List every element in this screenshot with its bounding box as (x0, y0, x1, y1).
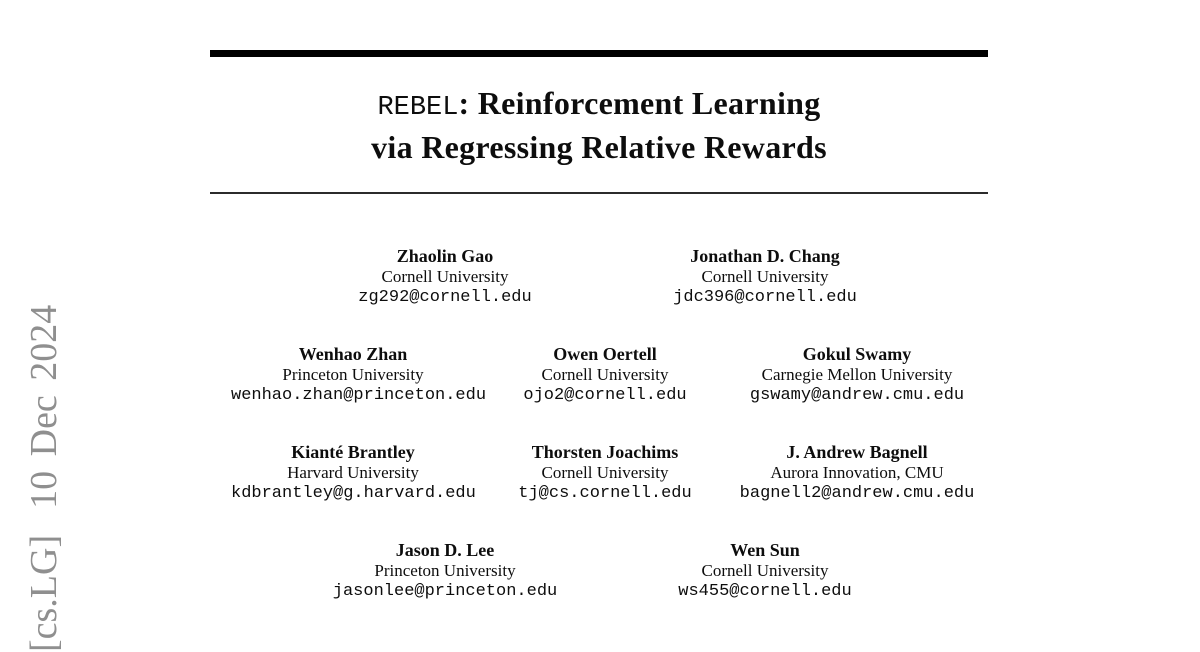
author-email: jdc396@cornell.edu (673, 288, 857, 307)
author-name: Owen Oertell (553, 344, 657, 364)
title-line-2: via Regressing Relative Rewards (371, 129, 827, 165)
arxiv-date-label: 10 Dec 2024 (23, 304, 65, 509)
author-affiliation: Harvard University (287, 463, 419, 482)
author-card (735, 442, 979, 505)
author-name: Zhaolin Gao (396, 246, 494, 266)
author-email: zg292@cornell.edu (358, 288, 532, 307)
author-affiliation: Cornell University (701, 267, 829, 286)
author-card (643, 540, 887, 603)
author-name: Thorsten Joachims (531, 442, 679, 462)
title-prefix-typewriter: REBEL (377, 93, 459, 123)
author-email: wenhao.zhan@princeton.edu (231, 386, 487, 405)
author-email: bagnell2@andrew.cmu.edu (739, 484, 975, 503)
author-email: kdbrantley@g.harvard.edu (231, 484, 476, 503)
author-name: J. Andrew Bagnell (786, 442, 928, 462)
author-card (483, 344, 727, 407)
title-separator-rule (210, 192, 988, 194)
paper-title (210, 84, 988, 167)
author-email: jasonlee@princeton.edu (332, 582, 558, 601)
author-email: ws455@cornell.edu (678, 582, 852, 601)
author-email: ojo2@cornell.edu (523, 386, 687, 405)
author-affiliation: Princeton University (374, 561, 516, 580)
arxiv-watermark (24, 305, 64, 652)
author-affiliation: Cornell University (701, 561, 829, 580)
author-card (643, 246, 887, 309)
author-card (323, 540, 567, 603)
author-row-4 (5, 540, 1200, 603)
author-card (735, 344, 979, 407)
author-affiliation: Carnegie Mellon University (761, 365, 953, 384)
author-card (231, 442, 475, 505)
authors-grid (5, 246, 1200, 638)
author-card (483, 442, 727, 505)
author-name: Jonathan D. Chang (690, 246, 840, 266)
author-email: gswamy@andrew.cmu.edu (749, 386, 965, 405)
author-affiliation: Cornell University (381, 267, 509, 286)
author-affiliation: Cornell University (541, 365, 669, 384)
title-line-1 (210, 84, 988, 128)
top-rule (210, 50, 988, 57)
author-card (323, 246, 567, 309)
author-affiliation: Cornell University (541, 463, 669, 482)
author-row-1 (5, 246, 1200, 309)
author-affiliation: Aurora Innovation, CMU (770, 463, 944, 482)
title-line-1-rest: : Reinforcement Learning (458, 85, 821, 121)
author-card (231, 344, 487, 407)
author-email: tj@cs.cornell.edu (518, 484, 692, 503)
author-row-2 (5, 344, 1200, 407)
author-name: Gokul Swamy (802, 344, 912, 364)
author-affiliation: Princeton University (282, 365, 424, 384)
author-row-3 (5, 442, 1200, 505)
author-name: Wenhao Zhan (298, 344, 408, 364)
arxiv-category-label: [cs.LG] (23, 534, 65, 652)
author-name: Jason D. Lee (395, 540, 495, 560)
author-name: Wen Sun (730, 540, 800, 560)
author-name: Kianté Brantley (291, 442, 415, 462)
